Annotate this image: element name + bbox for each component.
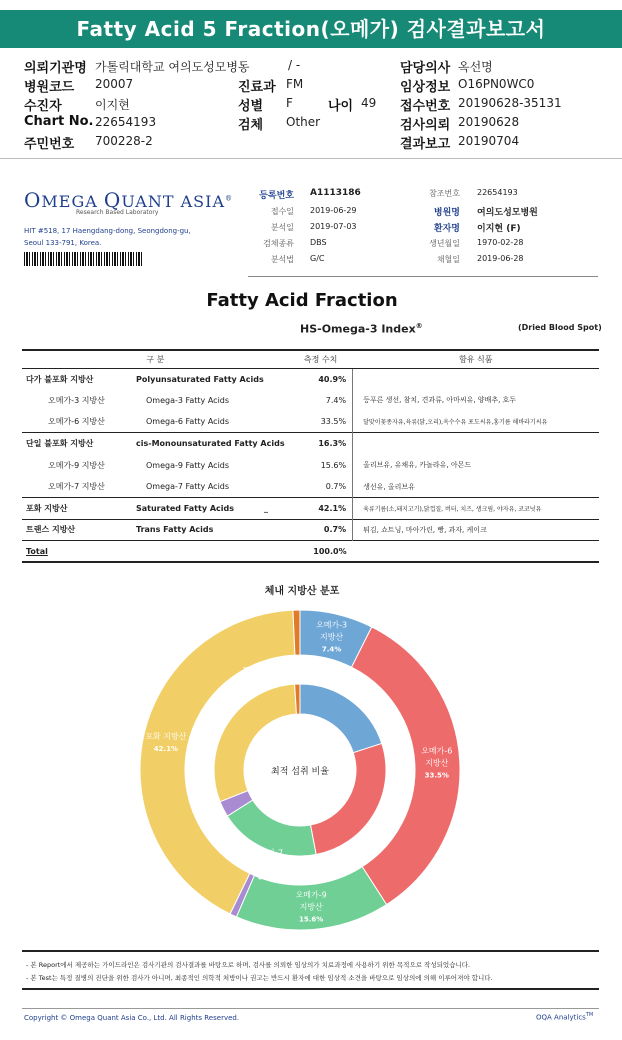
receipt-divider bbox=[248, 276, 598, 277]
fatty-acid-donut-chart bbox=[0, 600, 604, 940]
request-date-value: 20190628 bbox=[458, 115, 520, 129]
hospital-code-label: 병원코드 bbox=[24, 80, 75, 95]
slice-label-5-1: 0.7% bbox=[256, 678, 277, 687]
analyzed-value: 2019-07-03 bbox=[310, 222, 357, 231]
specimen-label: 검체 bbox=[238, 118, 264, 133]
id-no-label: 주민번호 bbox=[24, 137, 75, 152]
chart-title: 체내 지방산 분포 bbox=[264, 586, 340, 597]
hospital-value: 여의도성모병원 bbox=[477, 208, 538, 218]
subject-label: 수진자 bbox=[24, 99, 62, 114]
chart-no-value: 22654193 bbox=[95, 115, 157, 129]
slice-label-1-2: 33.5% bbox=[424, 771, 449, 780]
age-value: 49 bbox=[361, 96, 377, 110]
table-row-omega9: 오메가-9 지방산 Omega-9 Fatty Acids 15.6% 올리브유, 유채유, 카놀라유, 아몬드 bbox=[22, 454, 599, 476]
report-date-label: 결과보고 bbox=[400, 137, 451, 152]
report-date-value: 20190704 bbox=[458, 134, 520, 148]
method-value: G/C bbox=[310, 254, 325, 263]
slice-label-0-0: 오메가-3 bbox=[315, 620, 348, 630]
receipt-no-label: 접수번호 bbox=[400, 99, 451, 114]
lab-address: HIT #518, 17 Haengdang-dong, Seongdong-gu, Seoul 133-791, Korea. bbox=[24, 227, 191, 247]
chart-no-label: Chart No. bbox=[24, 114, 94, 129]
analyzed-label: 분석일 bbox=[270, 223, 294, 232]
brand-mark: OQA Analytics™ bbox=[536, 1012, 594, 1022]
table-row-omega3: 오메가-3 지방산 Omega-3 Fatty Acids 7.4% 등푸른 생선, 참치, 견과류, 아마씨유, 양배추, 호두 bbox=[22, 390, 599, 412]
sex-label: 성별 bbox=[238, 99, 264, 114]
slice-label-0-1: 지방산 bbox=[319, 632, 344, 642]
table-row-pufa: 다가 불포화 지방산 Polyunsaturated Fatty Acids 40.9% bbox=[22, 368, 599, 390]
slice-label-4-1: 42.1% bbox=[153, 745, 178, 754]
fraction-subtitle: HS-Omega-3 Index® bbox=[300, 322, 423, 336]
received-label: 접수일 bbox=[270, 207, 294, 216]
ref-no-value: 22654193 bbox=[477, 188, 518, 197]
footer-divider bbox=[22, 1008, 599, 1009]
slice-label-2-1: 지방산 bbox=[299, 902, 323, 912]
request-date-label: 검사의뢰 bbox=[400, 118, 451, 133]
header-category: 구 분 bbox=[22, 350, 289, 368]
specimen-value: Other bbox=[286, 115, 321, 129]
reg-no-value: A1113186 bbox=[310, 188, 361, 198]
slice-label-3-2: 0.7% bbox=[257, 873, 278, 882]
slice-label-1-1: 지방산 bbox=[425, 758, 449, 768]
institution-value: 가톨릭대학교 여의도성모병동 bbox=[95, 60, 250, 74]
table-row-sfa: 포화 지방산 Saturated Fatty Acids _ 42.1% 육류기름(소,돼지고기),닭껍질, 버터, 치즈, 생크림, 야자유, 코코넛유 bbox=[22, 498, 599, 520]
copyright: Copyright © Omega Quant Asia Co., Ltd. All Rights Reserved. bbox=[24, 1014, 240, 1022]
slice-label-3-1: 지방산 bbox=[255, 860, 280, 870]
fraction-title: Fatty Acid Fraction bbox=[206, 290, 398, 311]
lab-logo: OMEGA QUANT ASIA® bbox=[24, 188, 234, 212]
birth-value: 1970-02-28 bbox=[477, 238, 524, 247]
patient-name-label: 환자명 bbox=[433, 224, 460, 234]
birth-label: 생년월일 bbox=[429, 239, 460, 248]
slice-label-4-0: 포화 지방산 bbox=[145, 732, 187, 742]
doctor-value: 옥선명 bbox=[458, 60, 493, 74]
note-line-1: - 본 Report에서 제공하는 가이드라인은 검사기관의 검사결과를 바탕으로 하며, 검사를 의뢰한 임상의가 치료과정에 사용하기 위한 목적으로 작성되었습니다. bbox=[26, 961, 471, 969]
institution-label: 의뢰기관명 bbox=[24, 61, 87, 76]
received-value: 2019-06-29 bbox=[310, 206, 357, 215]
subject-value: 이지현 bbox=[95, 98, 130, 112]
dept-label: 진료과 bbox=[238, 80, 276, 95]
slice-label-3-0: 오메가-7 bbox=[251, 848, 284, 858]
receipt-no-value: 20190628-35131 bbox=[458, 96, 562, 110]
patient-info bbox=[0, 52, 622, 152]
barcode bbox=[24, 252, 144, 266]
slice-label-2-0: 오메가-9 bbox=[295, 890, 327, 900]
donut-center-label: 최적 섭취 비율 bbox=[271, 767, 329, 777]
specimen-type-label: 검체종류 bbox=[263, 239, 294, 248]
collected-label: 채혈일 bbox=[436, 255, 460, 264]
slice-label-1-0: 오메가-6 bbox=[421, 746, 453, 756]
institution-dash: / - bbox=[288, 58, 301, 72]
clinical-label: 임상정보 bbox=[400, 80, 451, 95]
table-row-mufa: 단일 불포화 지방산 cis-Monounsaturated Fatty Acids 16.3% bbox=[22, 433, 599, 455]
doctor-label: 담당의사 bbox=[400, 61, 451, 76]
table-row-omega7: 오메가-7 지방산 Omega-7 Fatty Acids 0.7% 생선유, 올리브유 bbox=[22, 476, 599, 498]
header-foods: 함유 식품 bbox=[353, 350, 599, 368]
note-line-2: - 본 Test는 특정 질병의 진단을 위한 검사가 아니며, 최종적인 의학적 처방이나 권고는 반드시 환자에 대한 임상적 소견을 바탕으로 임상의에 의해 이루어져야 합니다. bbox=[26, 974, 493, 982]
age-label: 나이 bbox=[328, 99, 354, 114]
collected-value: 2019-06-28 bbox=[477, 254, 524, 263]
sex-value: F bbox=[286, 96, 293, 110]
table-row-total: Total 100.0% bbox=[22, 541, 599, 563]
table-row-omega6: 오메가-6 지방산 Omega-6 Fatty Acids 33.5% 달맞이꽃종자유,육류(닭,오리),옥수수유 포도씨유,홍기름 해바라기씨유 bbox=[22, 411, 599, 433]
fatty-acid-table bbox=[22, 349, 599, 563]
slice-label-0-2: 7.4% bbox=[321, 645, 342, 654]
header-value: 측정 수치 bbox=[289, 350, 353, 368]
patient-name-value: 이지현 (F) bbox=[477, 224, 521, 234]
table-row-trans: 트랜스 지방산 Trans Fatty Acids 0.7% 튀김, 쇼트닝, 마아가린, 빵, 과자, 케이크 bbox=[22, 519, 599, 541]
divider bbox=[0, 158, 622, 159]
report-title: Fatty Acid 5 Fraction(오메가) 검사결과보고서 bbox=[0, 10, 622, 48]
hospital-label: 병원명 bbox=[433, 208, 460, 218]
hospital-code-value: 20007 bbox=[95, 77, 134, 91]
method-label: 분석법 bbox=[270, 255, 294, 264]
sample-note: (Dried Blood Spot) bbox=[518, 323, 602, 332]
reg-no-label: 등록번호 bbox=[259, 191, 294, 201]
table-header bbox=[22, 350, 599, 368]
clinical-value: O16PN0WC0 bbox=[458, 77, 535, 91]
lab-tagline: Research Based Laboratory bbox=[76, 209, 159, 216]
dept-value: FM bbox=[286, 77, 304, 91]
ref-no-label: 참조번호 bbox=[429, 189, 460, 198]
specimen-type-value: DBS bbox=[310, 238, 327, 247]
slice-label-2-2: 15.6% bbox=[299, 915, 324, 924]
id-no-value: 700228-2 bbox=[95, 134, 153, 148]
disclaimer-notes bbox=[22, 950, 599, 990]
slice-label-5-0: 트랜스 지방산 bbox=[242, 665, 291, 675]
